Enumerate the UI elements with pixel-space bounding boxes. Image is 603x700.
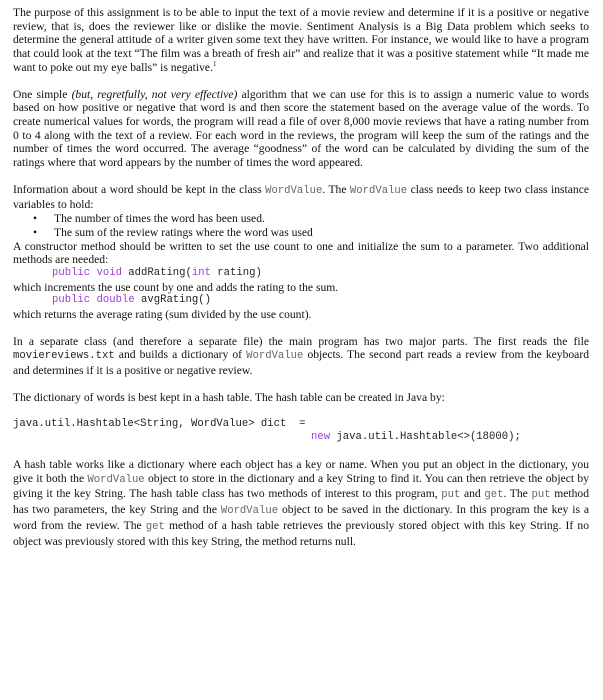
algorithm-paragraph: One simple (but, regretfully, not very effective) algorithm that we can use for this is to assign a numeric value to words based on how positive or negative that word is and then score the statement based on the average value of the words. To create numerical values for words, the program will read a file of over 8,000 movie reviews that have a rating number from 0 to 4 along with the text of a review. For each word in the reviews, the program will keep the sum of the ratings and the number of times the word occurred. The average “goodness” of the word can be calculated by dividing the sum of the ratings where that word appears by the number of times the word appeared. — [13, 87, 589, 170]
hashtable-intro: The dictionary of words is best kept in a hash table. The hash table can be created in Java by: — [13, 390, 445, 404]
footnote-marker: 1 — [212, 59, 217, 68]
method-signature-addrating: public void addRating(int rating) — [52, 266, 262, 279]
class-name-code: WordValue — [220, 505, 279, 518]
main-program-paragraph: In a separate class (and therefore a separate file) the main program has two major parts. The first reads the file moviereviews.txt and builds a dictionary of WordValue objects. The second part reads a review from the keyboard and determines if it is a positive or negative review. — [13, 334, 589, 378]
method-description: which returns the average rating (sum divided by the use count). — [13, 308, 312, 322]
method-name-code: put — [441, 489, 461, 502]
list-item: • The sum of the review ratings where the word was used — [13, 226, 589, 240]
instance-variable-list — [13, 212, 589, 239]
method-name-code: get — [484, 489, 504, 502]
code-instantiation: new java.util.Hashtable<>(18000); — [311, 431, 521, 444]
italic-aside: (but, regretfully, not very effective) — [71, 87, 238, 101]
class-name-code: WordValue — [87, 473, 145, 486]
list-item: • The number of times the word has been used. — [13, 212, 589, 226]
method-name-code: get — [145, 520, 165, 533]
constructor-paragraph: A constructor method should be written to set the use count to one and initialize the sum to a parameter. Two additional methods are needed: — [13, 239, 589, 267]
class-name-code: WordValue — [349, 184, 408, 197]
method-signature-avgrating: public double avgRating() — [52, 294, 211, 307]
wordvalue-paragraph: Information about a word should be kept in the class WordValue. The WordValue class needs to keep two class instance variables to hold: — [13, 182, 589, 212]
class-name-code: WordValue — [246, 350, 304, 363]
method-description: which increments the use count by one and adds the rating to the sum. — [13, 280, 339, 294]
intro-paragraph: The purpose of this assignment is to be able to input the text of a movie review and determine if it is a positive or negative review, that is, does the reviewer like or dislike the movie. Sentiment Analysis is a Big Data problem which seeks to determine the general attitude of a writer given some text they have written. For instance, we would like to have a program that could look at the text “The film was a breath of fresh air” and realize that it was a positive statement while “It made me want to poke out my eye balls” is negative.$^1$ — [13, 6, 589, 74]
hashtable-explanation: A hash table works like a dictionary where each object has a key or name. When you put an object in the dictionary, you give it both the WordValue object to store in the dictionary and a key String to find it. You can then retrieve the object by giving it the key String. The hash table class has two methods of interest to this program, put and get. The put method has two parameters, the key String and the WordValue object to be saved in the dictionary. In this program the key is a word from the review. The get method of a hash table retrieves the previously stored object with this key String. If no object was previously stored with this key String, the method returns null. — [13, 457, 590, 548]
file-name-code: moviereviews.txt — [13, 350, 115, 363]
code-declaration: java.util.Hashtable<String, WordValue> dict = — [13, 417, 306, 430]
method-name-code: put — [531, 489, 551, 502]
class-name-code: WordValue — [265, 184, 323, 197]
